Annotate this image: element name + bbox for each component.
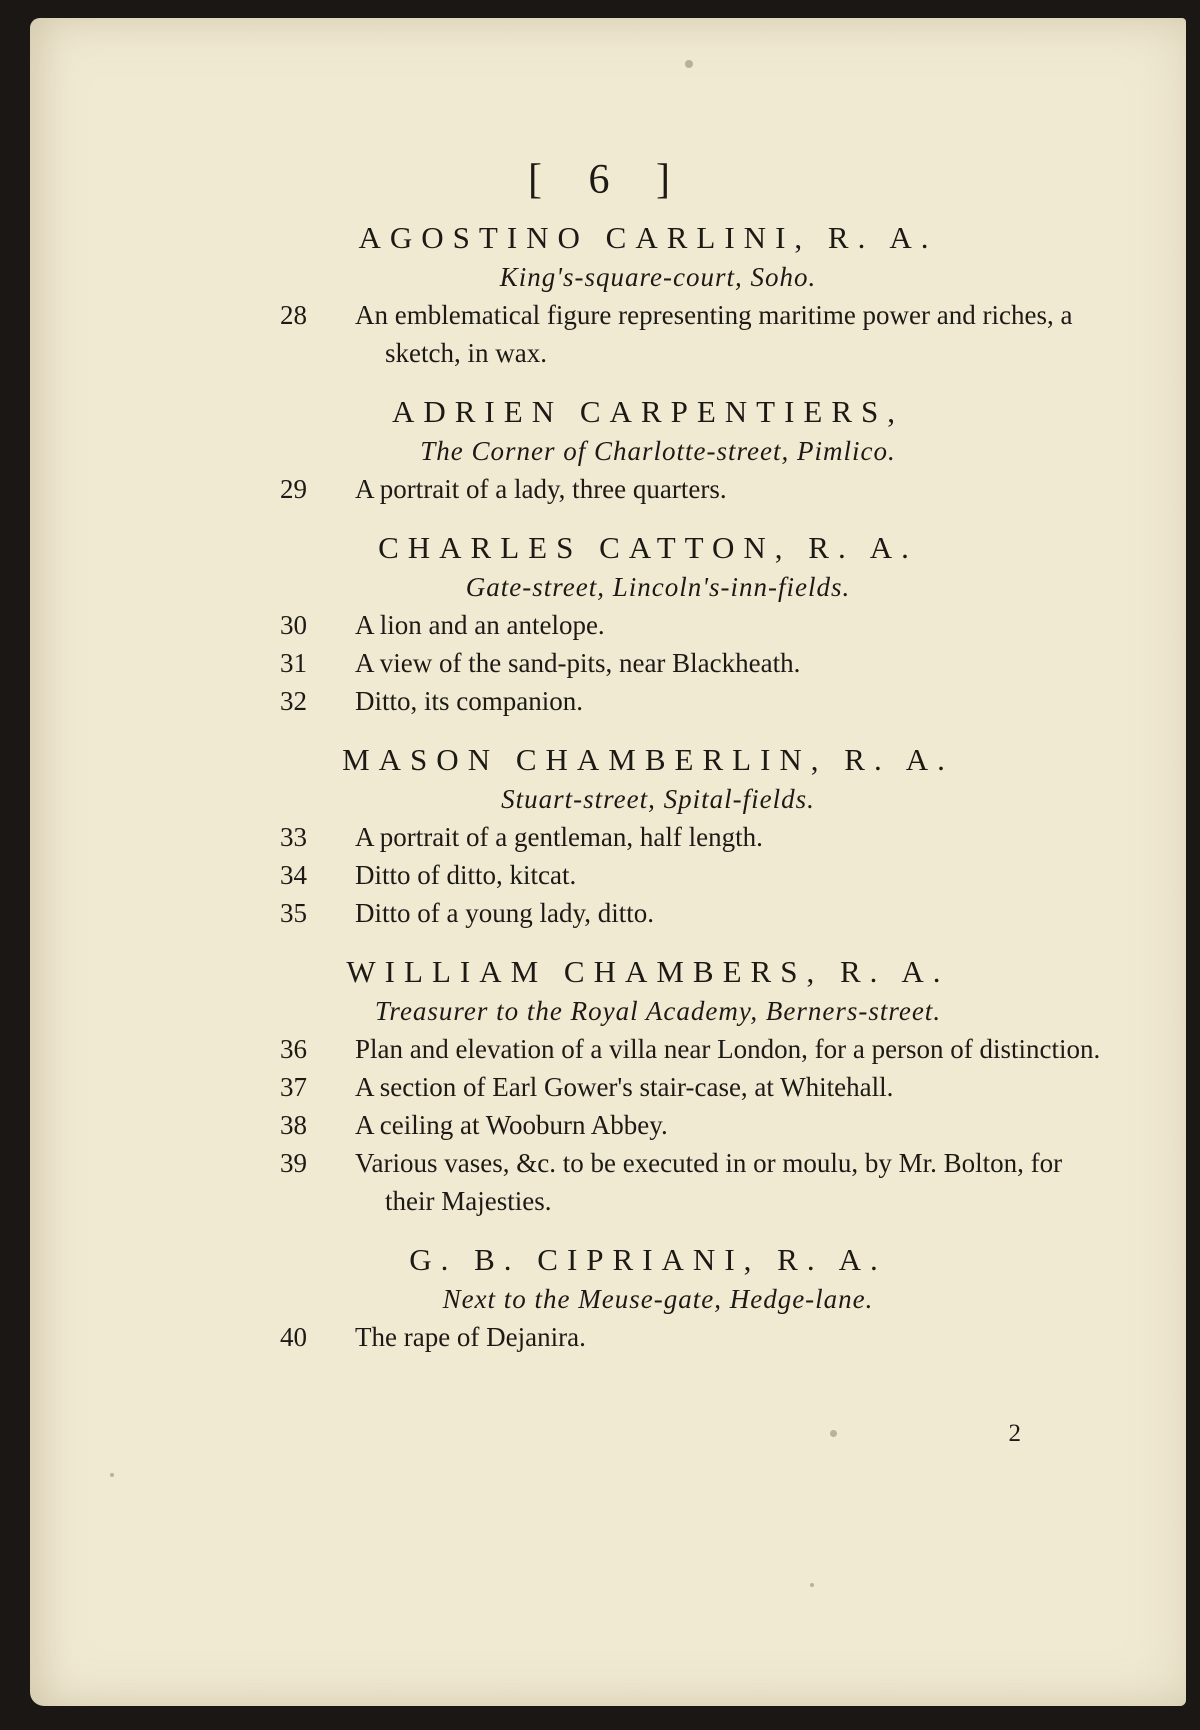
catalogue-entry (30, 1030, 1186, 1068)
catalogue-entry (30, 818, 1186, 856)
artist-address: Next to the Meuse-gate, Hedge-lane. (442, 1284, 874, 1314)
artist-name: WILLIAM CHAMBERS, R. A. (346, 954, 950, 989)
artist-address: Stuart-street, Spital-fields. (501, 784, 815, 814)
entry-number: 33 (280, 822, 307, 852)
artist-block (30, 392, 1186, 508)
catalogue-entry (30, 1318, 1186, 1356)
artist-block (30, 1240, 1186, 1356)
catalogue-entry (30, 1068, 1186, 1106)
artist-block (30, 528, 1186, 720)
artist-block (30, 952, 1186, 1220)
entry-text: A view of the sand-pits, near Blackheath. (355, 648, 801, 678)
artist-address: Gate-street, Lincoln's-inn-fields. (465, 572, 851, 602)
entry-text: An emblematical figure representing maritime power and riches, a sketch, in wax. (355, 300, 1073, 368)
paper-speck (810, 1583, 814, 1587)
catalogue-entry (30, 606, 1186, 644)
entry-text: Various vases, &c. to be executed in or moulu, by Mr. Bolton, for their Majesties. (355, 1148, 1063, 1216)
catalogue-entry (30, 470, 1186, 508)
entry-text: Ditto, its companion. (355, 686, 583, 716)
entry-number: 38 (280, 1110, 307, 1140)
catalogue-entry (30, 894, 1186, 932)
entry-text: A lion and an antelope. (355, 610, 605, 640)
artist-block (30, 218, 1186, 372)
entry-number: 28 (280, 300, 307, 330)
entry-number: 36 (280, 1034, 307, 1064)
artist-name: CHARLES CATTON, R. A. (378, 530, 918, 565)
artist-address: Treasurer to the Royal Academy, Berners-street. (374, 996, 942, 1026)
artist-name: MASON CHAMBERLIN, R. A. (342, 742, 954, 777)
artist-address: King's-square-court, Soho. (499, 262, 817, 292)
catalogue-entry (30, 1144, 1186, 1220)
catalogue-entry (30, 856, 1186, 894)
catalogue-entry (30, 682, 1186, 720)
entry-text: A section of Earl Gower's stair-case, at Whitehall. (355, 1072, 894, 1102)
paper-speck (685, 60, 693, 68)
paper-speck (110, 1473, 114, 1477)
paper-speck (830, 1430, 837, 1437)
catalogue-entry (30, 1106, 1186, 1144)
entry-number: 35 (280, 898, 307, 928)
catalogue-entry (30, 296, 1186, 372)
entry-text: Ditto of ditto, kitcat. (355, 860, 577, 890)
artist-name: ADRIEN CARPENTIERS, (391, 394, 904, 429)
artist-name: G. B. CIPRIANI, R. A. (409, 1242, 887, 1277)
artist-block (30, 740, 1186, 932)
entry-number: 37 (280, 1072, 307, 1102)
entry-text: A portrait of a lady, three quarters. (355, 474, 727, 504)
catalogue-entry (30, 644, 1186, 682)
entry-text: A portrait of a gentleman, half length. (355, 822, 763, 852)
entry-text: Plan and elevation of a villa near London, for a person of distinction. (355, 1034, 1101, 1064)
entry-number: 40 (280, 1322, 307, 1352)
entry-number: 29 (280, 474, 307, 504)
entry-text: The rape of Dejanira. (355, 1322, 586, 1352)
catalogue-content (30, 218, 1186, 1356)
entry-number: 34 (280, 860, 307, 890)
entry-number: 39 (280, 1148, 307, 1178)
entry-number: 31 (280, 648, 307, 678)
signature-mark: 2 (1008, 1420, 1021, 1447)
entry-number: 32 (280, 686, 307, 716)
artist-address: The Corner of Charlotte-street, Pimlico. (420, 436, 896, 466)
artist-name: AGOSTINO CARLINI, R. A. (358, 220, 938, 255)
page-number: [ 6 ] (528, 157, 688, 203)
entry-number: 30 (280, 610, 307, 640)
catalogue-page (30, 18, 1186, 1706)
entry-text: Ditto of a young lady, ditto. (355, 898, 654, 928)
entry-text: A ceiling at Wooburn Abbey. (355, 1110, 668, 1140)
